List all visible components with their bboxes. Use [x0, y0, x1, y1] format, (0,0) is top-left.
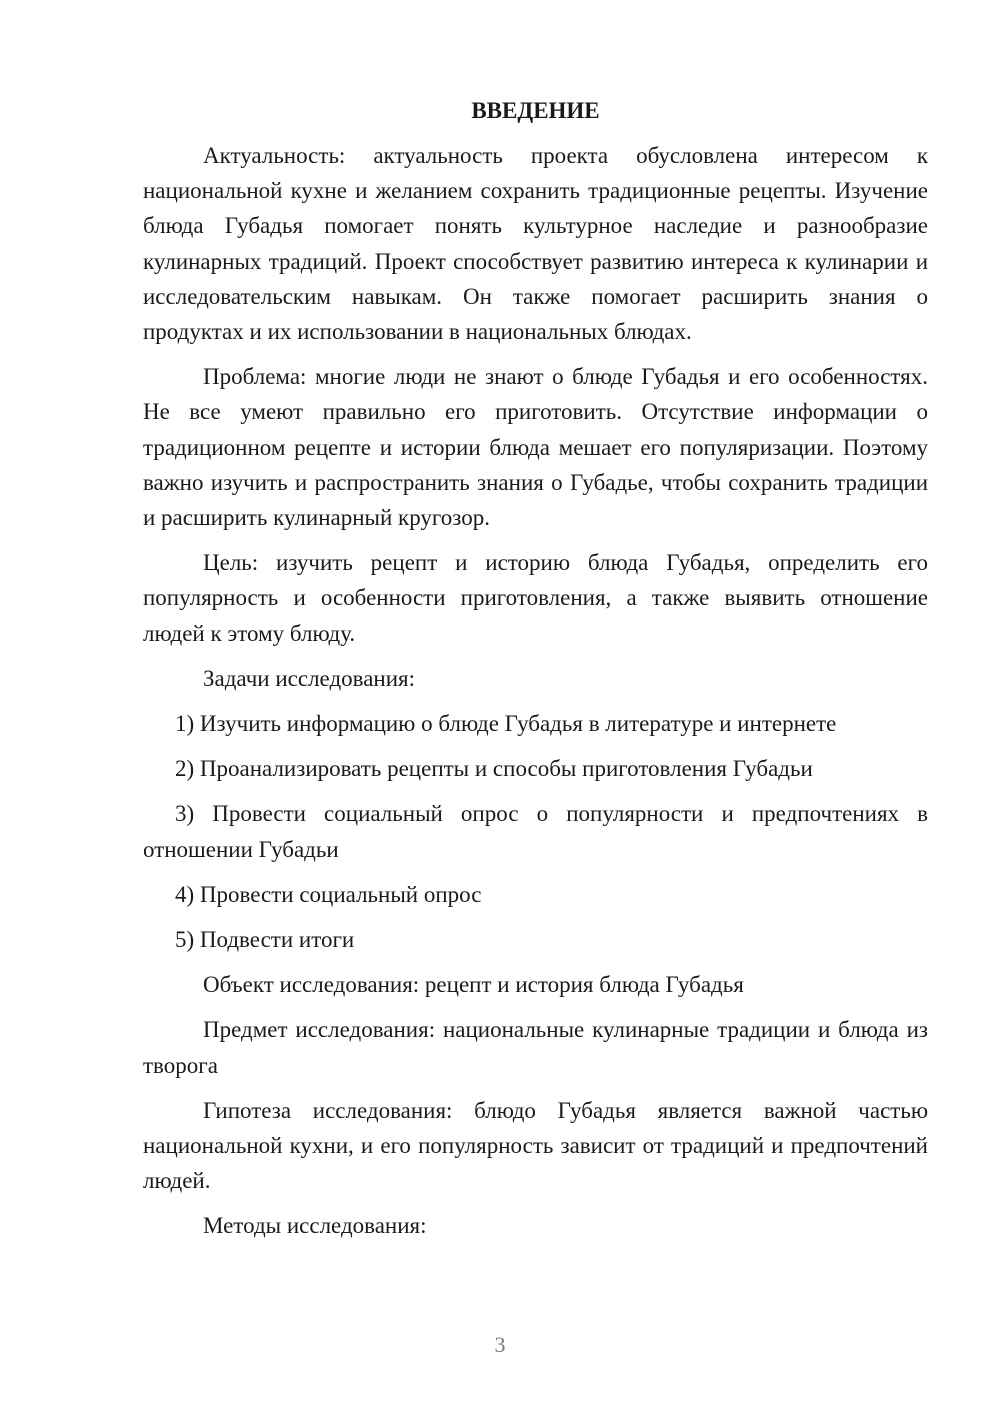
- task-item: 3) Провести социальный опрос о популярности и предпочтениях в отношении Губадьи: [143, 801, 928, 862]
- methods-heading: Методы исследования:: [203, 1213, 427, 1239]
- document-page: [143, 95, 928, 1254]
- goal-paragraph: Цель: изучить рецепт и историю блюда Губадья, определить его популярность и особенности приготовления, а также выявить отношение людей к этому блюду.: [143, 550, 928, 646]
- tasks-heading: Задачи исследования:: [203, 665, 416, 691]
- object-paragraph: Объект исследования: рецепт и история блюда Губадья: [203, 972, 744, 998]
- page-number: 3: [494, 1332, 506, 1357]
- task-item: 2) Проанализировать рецепты и способы приготовления Губадьи: [175, 756, 813, 782]
- task-item: 5) Подвести итоги: [175, 927, 355, 953]
- section-title: ВВЕДЕНИЕ: [471, 98, 600, 123]
- hypothesis-paragraph: Гипотеза исследования: блюдо Губадья является важной частью национальной кухни, и его популярность зависит от традиций и предпочтений людей.: [143, 1097, 928, 1194]
- subject-paragraph: Предмет исследования: национальные кулинарные традиции и блюда из творога: [143, 1017, 928, 1078]
- problem-paragraph: Проблема: многие люди не знают о блюде Губадья и его особенностях. Не все умеют правильно его приготовить. Отсутствие информации о традиционном рецепте и истории блюда мешает его популяризации. Поэтому важно изучить и распространить знания о Губадье, чтобы сохранить традиции и расширить кулинарный кругозор.: [143, 364, 928, 531]
- relevance-paragraph: Актуальность: актуальность проекта обусловлена интересом к национальной кухне и желанием сохранить традиционные рецепты. Изучение блюда Губадья помогает понять культурное наследие и разнообразие кулинарных традиций. Проект способствует развитию интереса к кулинарии и исследовательским навыкам. Он также помогает расширить знания о продуктах и их использовании в национальных блюдах.: [143, 143, 928, 345]
- task-item: 4) Провести социальный опрос: [175, 881, 482, 907]
- task-item: 1) Изучить информацию о блюде Губадья в литературе и интернете: [175, 711, 837, 737]
